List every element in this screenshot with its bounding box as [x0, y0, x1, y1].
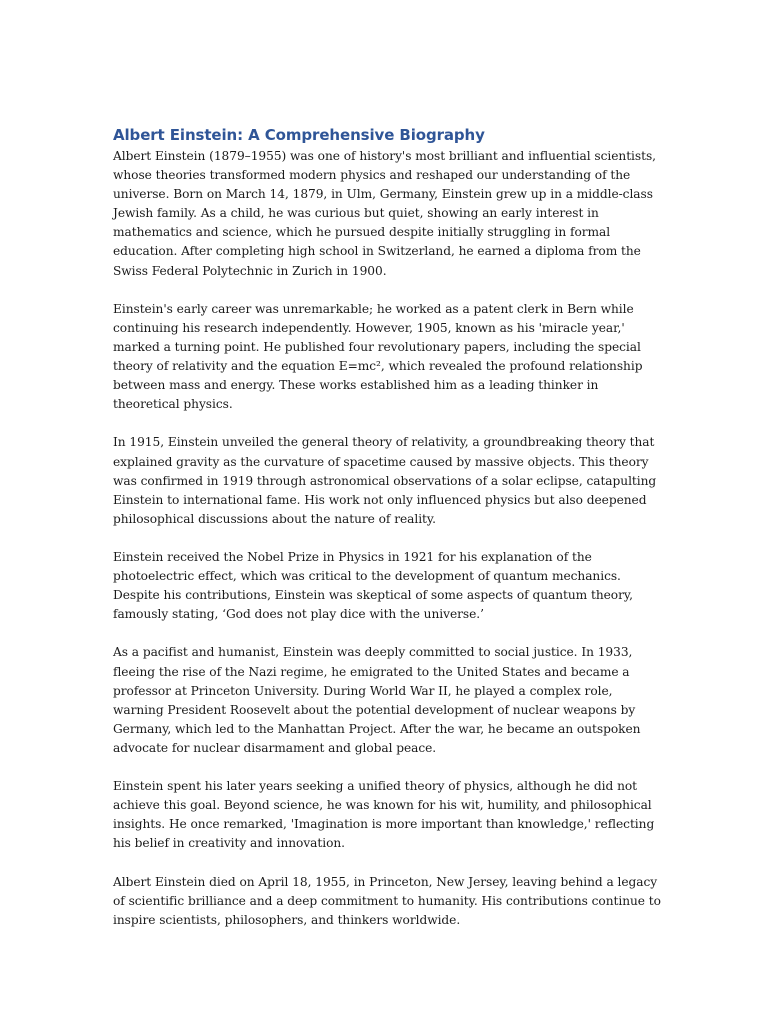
document-body: [113, 123, 661, 949]
document-title: Albert Einstein: A Comprehensive Biography: [113, 126, 485, 144]
paragraph-later-years: Einstein spent his later years seeking a unified theory of physics, although he did not achieve this goal. Beyond science, he was known for his wit, humility, and philosophical insights. He once remarked, 'Imagination is more important than knowledge,' reflecting his belief in creativity and innovation.: [113, 779, 655, 851]
paragraph-general-relativity: In 1915, Einstein unveiled the general theory of relativity, a groundbreaking theory that explained gravity as the curvature of spacetime caused by massive objects. This theory was confirmed in 1919 through astronomical observations of a solar eclipse, catapulting Einstein to international fame. His work not only influenced physics but also deepened philosophical discussions about the nature of reality.: [113, 435, 657, 526]
paragraph-pacifism: As a pacifist and humanist, Einstein was deeply committed to social justice. In 1933, fleeing the rise of the Nazi regime, he emigrated to the United States and became a professor at Princeton University. During World War II, he played a complex role, warning President Roosevelt about the potential development of nuclear weapons by Germany, which led to the Manhattan Project. After the war, he became an outspoken advocate for nuclear disarmament and global peace.: [113, 645, 641, 755]
paragraph-early-life: Albert Einstein (1879–1955) was one of history's most brilliant and influential scientists, whose theories transformed modern physics and reshaped our understanding of the universe. Born on March 14, 1879, in Ulm, Germany, Einstein grew up in a middle-class Jewish family. As a child, he was curious but quiet, showing an early interest in mathematics and science, which he pursued despite initially struggling in formal education. After completing high school in Switzerland, he earned a diploma from the Swiss Federal Polytechnic in Zurich in 1900.: [113, 149, 656, 278]
paragraph-legacy: Albert Einstein died on April 18, 1955, in Princeton, New Jersey, leaving behind a legacy of scientific brilliance and a deep commitment to humanity. His contributions continue to inspire scientists, philosophers, and thinkers worldwide.: [113, 874, 661, 927]
paragraph-early-career: Einstein's early career was unremarkable; he worked as a patent clerk in Bern while continuing his research independently. However, 1905, known as his 'miracle year,' marked a turning point. He published four revolutionary papers, including the special theory of relativity and the equation E=mc², which revealed the profound relationship between mass and energy. These works established him as a leading thinker in theoretical physics.: [113, 301, 643, 412]
paragraph-nobel-prize: Einstein received the Nobel Prize in Physics in 1921 for his explanation of the photoelectric effect, which was critical to the development of quantum mechanics. Despite his contributions, Einstein was skeptical of some aspects of quantum theory, famously stating, ‘God does not play dice with the universe.’: [113, 549, 633, 622]
